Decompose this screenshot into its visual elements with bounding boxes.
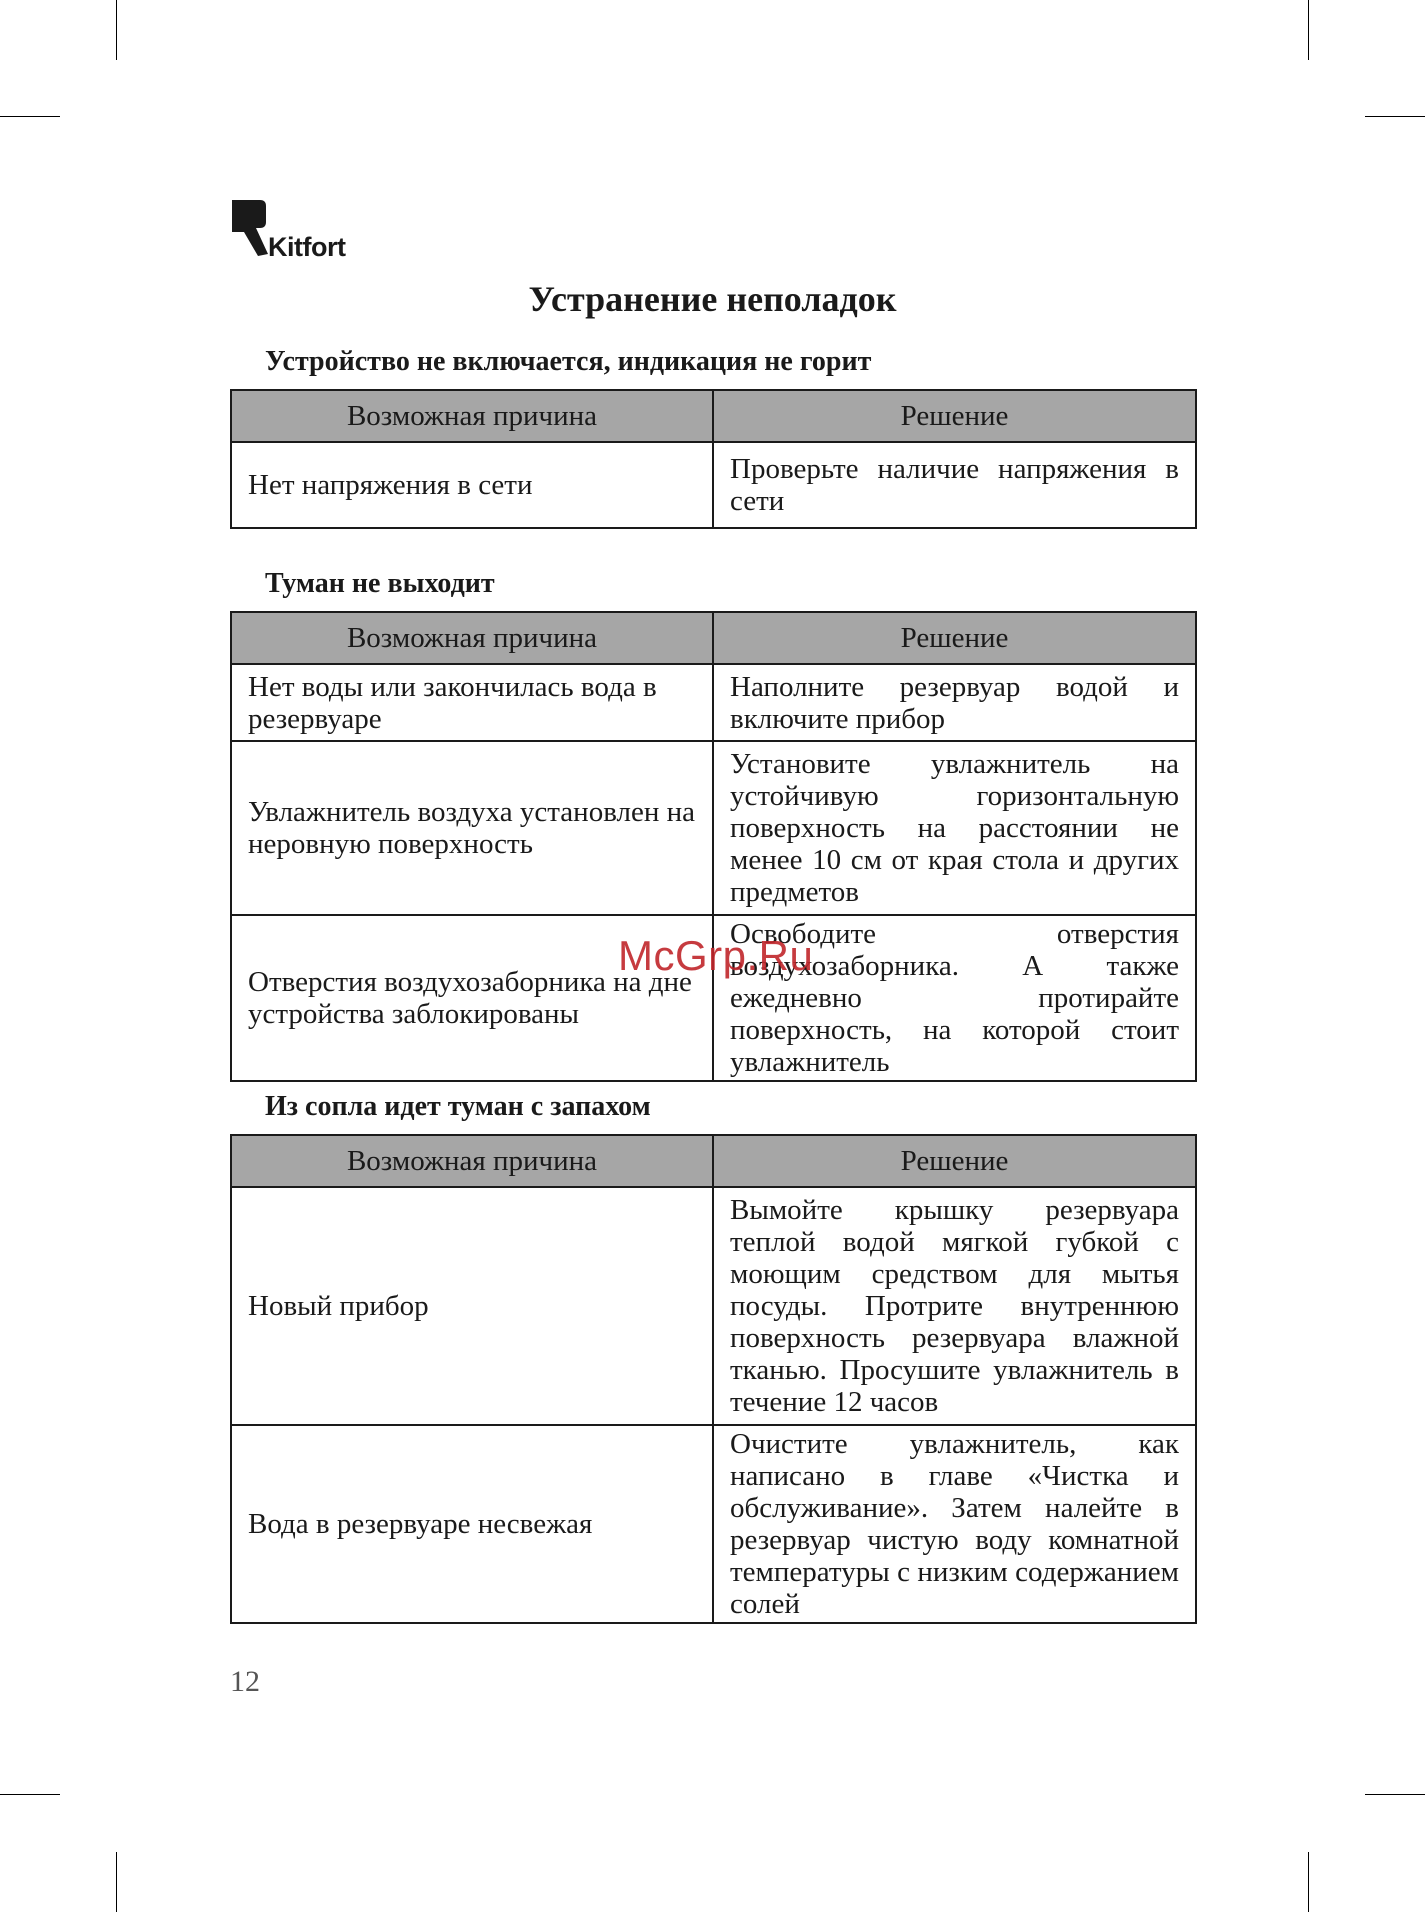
section-title: Устройство не включается, индикация не горит xyxy=(265,346,872,377)
header-cause: Возможная причина xyxy=(231,1135,713,1187)
crop-mark xyxy=(1365,1794,1425,1795)
crop-mark xyxy=(116,0,117,60)
crop-mark xyxy=(1308,0,1309,60)
page-number: 12 xyxy=(230,1665,260,1698)
table-header-row xyxy=(231,1135,1196,1187)
header-solution: Решение xyxy=(713,612,1196,664)
page-title: Устранение неполадок xyxy=(528,279,897,319)
solution-cell: Установите увлажнитель на устойчивую горизонтальную поверхность на расстоянии не менее 10 см от края стола и других предметов xyxy=(713,741,1196,915)
troubleshooting-table xyxy=(230,389,1197,529)
cause-cell: Новый прибор xyxy=(231,1187,713,1425)
watermark: McGrp.Ru xyxy=(618,932,814,979)
solution-cell: Вымойте крышку резервуара теплой водой мягкой губкой с моющим средством для мытья посуды. Протрите внутреннюю поверхность резервуара влажной тканью. Просушите увлажнитель в течение 12 часов xyxy=(713,1187,1196,1425)
section-title: Из сопла идет туман с запахом xyxy=(265,1091,651,1122)
troubleshooting-table xyxy=(230,1134,1197,1624)
table-header-row xyxy=(231,390,1196,442)
crop-mark xyxy=(0,1794,60,1795)
header-cause: Возможная причина xyxy=(231,390,713,442)
crop-mark xyxy=(0,116,60,117)
table-row xyxy=(231,741,1196,915)
solution-cell: Проверьте наличие напряжения в сети xyxy=(713,442,1196,528)
brand-logo xyxy=(230,198,360,260)
cause-cell: Нет напряжения в сети xyxy=(231,442,713,528)
cause-cell: Отверстия воздухозаборника на дне устройства заблокированы xyxy=(231,915,713,1081)
kitfort-logo-icon xyxy=(230,198,270,260)
table-row xyxy=(231,1187,1196,1425)
section-title: Туман не выходит xyxy=(265,568,495,599)
troubleshooting-table xyxy=(230,611,1197,1082)
brand-name: Kitfort xyxy=(268,232,346,262)
cause-cell: Увлажнитель воздуха установлен на неровную поверхность xyxy=(231,741,713,915)
cause-cell: Вода в резервуаре несвежая xyxy=(231,1425,713,1623)
header-solution: Решение xyxy=(713,1135,1196,1187)
header-cause: Возможная причина xyxy=(231,612,713,664)
table-row xyxy=(231,442,1196,528)
header-solution: Решение xyxy=(713,390,1196,442)
cause-cell: Нет воды или закончилась вода в резервуаре xyxy=(231,664,713,741)
crop-mark xyxy=(1365,116,1425,117)
table-row xyxy=(231,664,1196,741)
solution-cell: Очистите увлажнитель, как написано в главе «Чистка и обслуживание». Затем налейте в резервуар чистую воду комнатной температуры с низким содержанием солей xyxy=(713,1425,1196,1623)
crop-mark xyxy=(1308,1852,1309,1912)
solution-cell: Освободите отверстия воздухозаборника. А также ежедневно протирайте поверхность, на которой стоит увлажнитель xyxy=(713,915,1196,1081)
solution-cell: Наполните резервуар водой и включите прибор xyxy=(713,664,1196,741)
table-row xyxy=(231,1425,1196,1623)
table-header-row xyxy=(231,612,1196,664)
crop-mark xyxy=(116,1852,117,1912)
